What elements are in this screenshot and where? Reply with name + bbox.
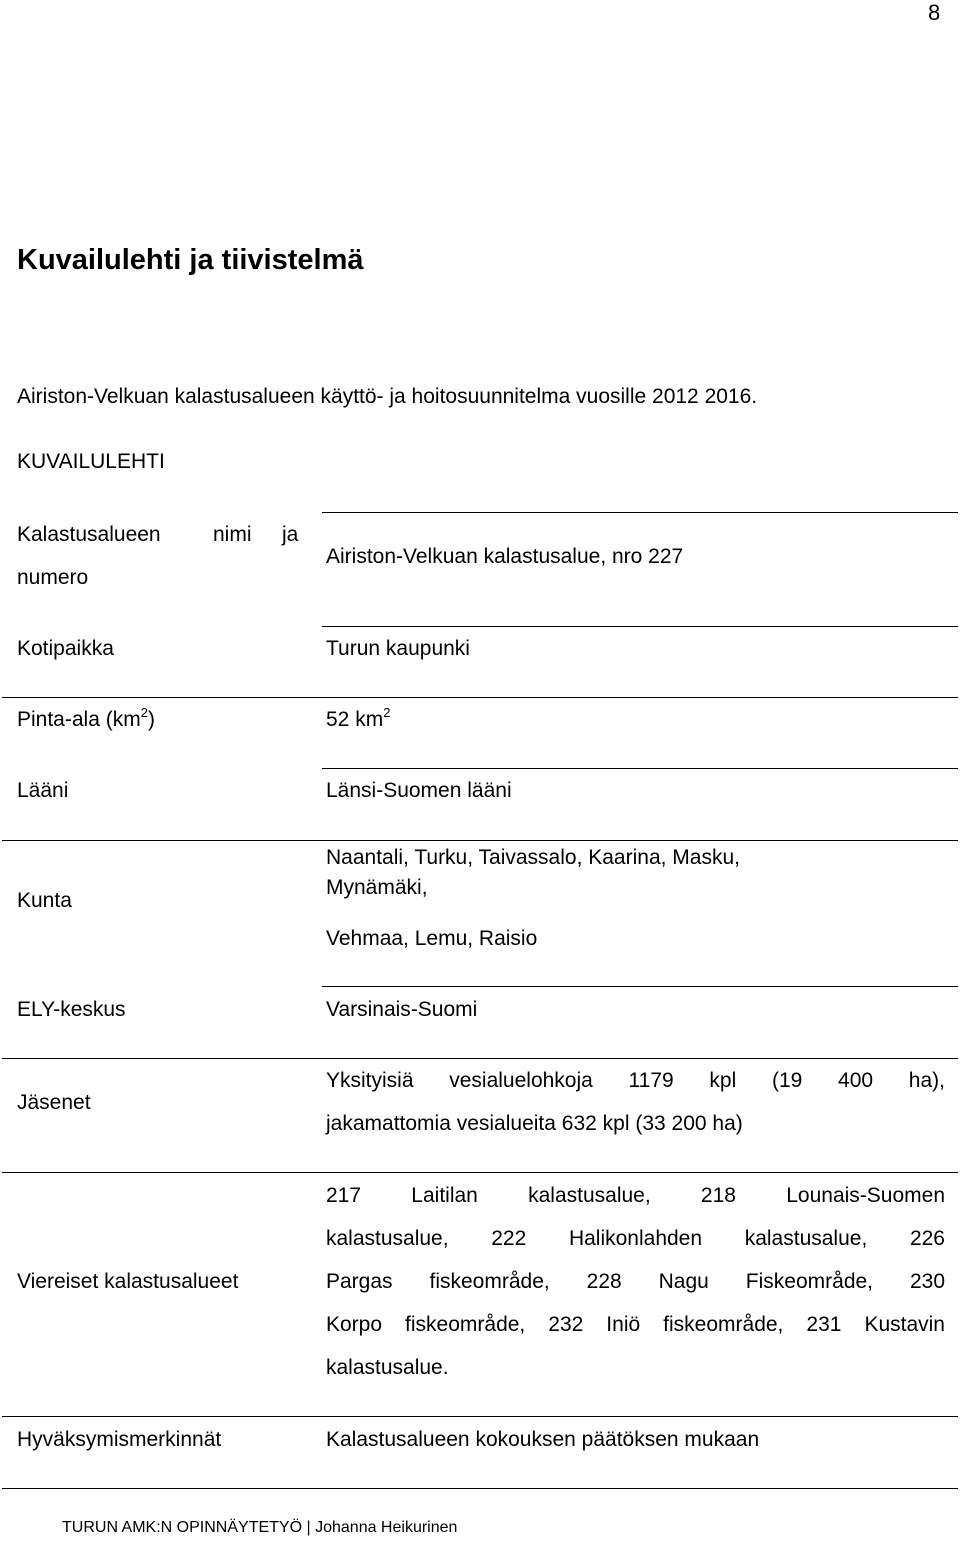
row-value-kunta-line1: Naantali, Turku, Taivassalo, Kaarina, Masku,: [326, 846, 740, 869]
row-value-hyvaksymis: Kalastusalueen kokouksen päätöksen mukaan: [326, 1428, 760, 1451]
table-rule: [2, 1488, 958, 1489]
footer-institution: TURUN AMK:N OPINNÄYTETYÖ: [62, 1519, 303, 1536]
footer: [62, 1519, 457, 1537]
row-value-ely: Varsinais-Suomi: [326, 998, 478, 1021]
row-label-pinta-ala: Pinta-ala $(km^2)$: [17, 705, 155, 731]
row-label-jasenet: Jäsenet: [17, 1091, 91, 1114]
row-value-nimi: Airiston-Velkuan kalastusalue, nro 227: [326, 545, 684, 568]
row-label-kotipaikka: Kotipaikka: [17, 637, 114, 660]
table-rule: [2, 1416, 958, 1417]
table-rule: [2, 697, 958, 698]
document-subtitle: Airiston-Velkuan kalastusalueen käyttö- ja hoitosuunnitelma vuosille 2012 2016.: [17, 385, 758, 408]
row-value-pinta-ala: 52 $km^2$: [326, 705, 391, 731]
row-label-viereiset: Viereiset kalastusalueet: [17, 1270, 239, 1293]
row-label-kunta: Kunta: [17, 889, 72, 912]
row-value-viereiset-line1: 217 Laitilan kalastusalue, 218 Lounais-Suomen: [326, 1184, 945, 1207]
table-rule: [322, 768, 958, 769]
row-label-ely: ELY-keskus: [17, 998, 126, 1021]
table-rule: [2, 1058, 958, 1059]
row-value-kotipaikka: Turun kaupunki: [326, 637, 470, 660]
page-number: 8: [928, 0, 941, 25]
footer-author: Johanna Heikurinen: [315, 1519, 458, 1536]
row-value-jasenet-line1: Yksityisiä vesialuelohkoja 1179 kpl (19 400 ha),: [326, 1069, 945, 1092]
table-rule: [322, 986, 958, 987]
row-label-hyvaksymis: Hyväksymismerkinnät: [17, 1428, 222, 1451]
row-value-kunta-line2: Mynämäki,: [326, 876, 428, 899]
row-value-viereiset-line5: kalastusalue.: [326, 1356, 449, 1379]
table-rule: [322, 626, 958, 627]
section-heading: KUVAILULEHTI: [17, 450, 165, 473]
page-title: Kuvailulehti ja tiivistelmä: [17, 244, 364, 276]
row-value-viereiset-line2: kalastusalue, 222 Halikonlahden kalastusalue, 226: [326, 1227, 945, 1250]
row-value-jasenet-line2: jakamattomia vesialueita 632 kpl (33 200 ha): [326, 1112, 743, 1135]
row-value-viereiset-line3: Pargas fiskeområde, 228 Nagu Fiskeområde, 230: [326, 1270, 945, 1293]
table-rule: [2, 1172, 958, 1173]
row-value-laani: Länsi-Suomen lääni: [326, 779, 512, 802]
table-rule: [322, 512, 958, 513]
footer-separator: |: [306, 1519, 311, 1536]
row-value-kunta-line3: Vehmaa, Lemu, Raisio: [326, 927, 538, 950]
table-rule: [2, 840, 958, 841]
row-label-laani: Lääni: [17, 779, 69, 802]
row-value-viereiset-line4: Korpo fiskeområde, 232 Iniö fiskeområde, 231 Kustavin: [326, 1313, 945, 1336]
